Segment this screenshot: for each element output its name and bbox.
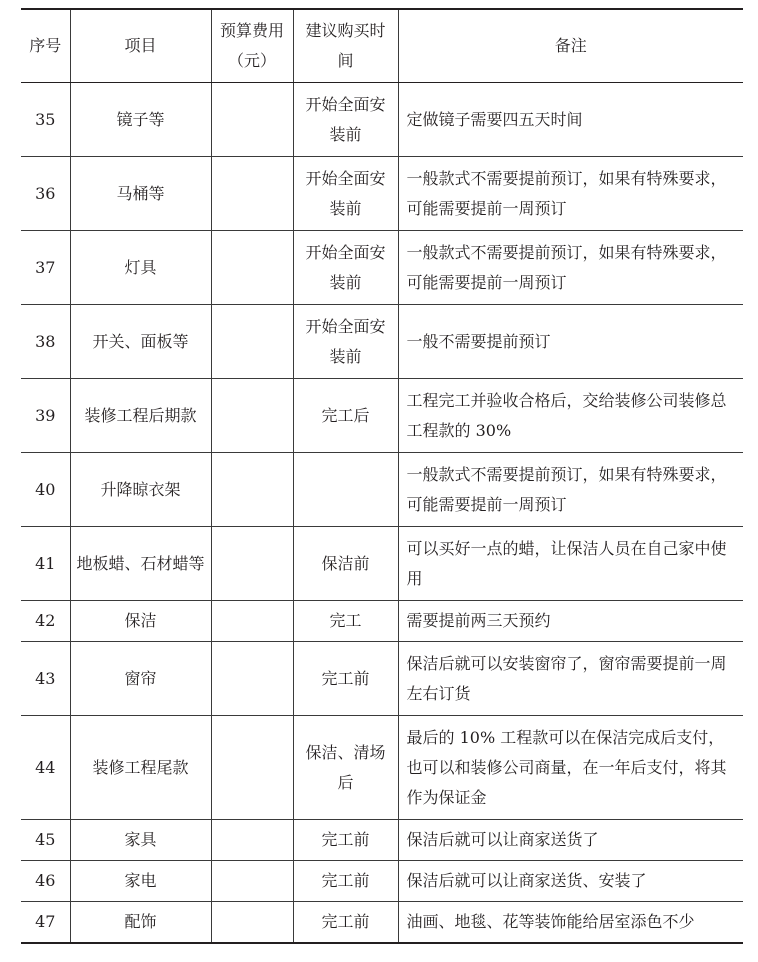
table-row [21,231,743,305]
table-row [21,527,743,601]
row-number: 39 [21,379,70,453]
row-number: 45 [21,820,70,861]
purchase-time-cell: 开始全面安装前 [293,83,398,157]
row-number: 38 [21,305,70,379]
budget-cell [211,305,293,379]
table-row [21,305,743,379]
header-no: 序号 [21,9,70,83]
note-cell: 油画、地毯、花等装饰能给居室添色不少 [398,902,743,943]
item-cell: 保洁 [70,601,211,642]
budget-cell [211,157,293,231]
purchase-time-cell: 开始全面安装前 [293,305,398,379]
header-note: 备注 [398,9,743,83]
budget-cell [211,820,293,861]
row-number: 43 [21,642,70,716]
table-row [21,820,743,861]
table-row [21,861,743,902]
purchase-time-cell: 保洁、清场后 [293,716,398,820]
note-cell: 工程完工并验收合格后，交给装修公司装修总工程款的 30% [398,379,743,453]
budget-cell [211,453,293,527]
header-item: 项目 [70,9,211,83]
table-row [21,83,743,157]
row-number: 42 [21,601,70,642]
note-cell: 保洁后就可以让商家送货了 [398,820,743,861]
table-row [21,716,743,820]
row-number: 35 [21,83,70,157]
purchase-time-cell: 完工前 [293,902,398,943]
header-time: 建议购买时间 [293,9,398,83]
budget-cell [211,379,293,453]
item-cell: 升降晾衣架 [70,453,211,527]
budget-cell [211,861,293,902]
budget-cell [211,716,293,820]
item-cell: 家具 [70,820,211,861]
item-cell: 装修工程尾款 [70,716,211,820]
note-cell: 一般款式不需要提前预订，如果有特殊要求，可能需要提前一周预订 [398,231,743,305]
purchase-time-cell: 完工 [293,601,398,642]
item-cell: 灯具 [70,231,211,305]
budget-cell [211,527,293,601]
table-row [21,453,743,527]
note-cell: 可以买好一点的蜡，让保洁人员在自己家中使用 [398,527,743,601]
note-cell: 保洁后就可以让商家送货、安装了 [398,861,743,902]
budget-cell [211,601,293,642]
budget-cell [211,231,293,305]
header-row [21,9,743,83]
purchase-time-cell: 开始全面安装前 [293,157,398,231]
item-cell: 装修工程后期款 [70,379,211,453]
budget-cell [211,83,293,157]
purchase-time-cell: 完工前 [293,642,398,716]
note-cell: 一般不需要提前预订 [398,305,743,379]
purchase-time-cell: 开始全面安装前 [293,231,398,305]
note-cell: 一般款式不需要提前预订，如果有特殊要求，可能需要提前一周预订 [398,453,743,527]
budget-cell [211,902,293,943]
item-cell: 马桶等 [70,157,211,231]
row-number: 37 [21,231,70,305]
table-row [21,902,743,943]
row-number: 47 [21,902,70,943]
row-number: 41 [21,527,70,601]
row-number: 44 [21,716,70,820]
purchase-time-cell: 完工后 [293,379,398,453]
purchase-time-cell: 完工前 [293,861,398,902]
purchase-schedule-table [21,8,743,944]
purchase-time-cell: 保洁前 [293,527,398,601]
item-cell: 镜子等 [70,83,211,157]
table-row [21,379,743,453]
item-cell: 家电 [70,861,211,902]
item-cell: 配饰 [70,902,211,943]
item-cell: 开关、面板等 [70,305,211,379]
purchase-time-cell [293,453,398,527]
purchase-time-cell: 完工前 [293,820,398,861]
note-cell: 一般款式不需要提前预订，如果有特殊要求，可能需要提前一周预订 [398,157,743,231]
item-cell: 地板蜡、石材蜡等 [70,527,211,601]
table-row [21,601,743,642]
header-budget: 预算费用（元） [211,9,293,83]
row-number: 36 [21,157,70,231]
note-cell: 保洁后就可以安装窗帘了，窗帘需要提前一周左右订货 [398,642,743,716]
table-row [21,157,743,231]
row-number: 40 [21,453,70,527]
item-cell: 窗帘 [70,642,211,716]
note-cell: 需要提前两三天预约 [398,601,743,642]
note-cell: 定做镜子需要四五天时间 [398,83,743,157]
budget-cell [211,642,293,716]
note-cell: 最后的 10% 工程款可以在保洁完成后支付，也可以和装修公司商量，在一年后支付，将其作为保证金 [398,716,743,820]
row-number: 46 [21,861,70,902]
table-row [21,642,743,716]
